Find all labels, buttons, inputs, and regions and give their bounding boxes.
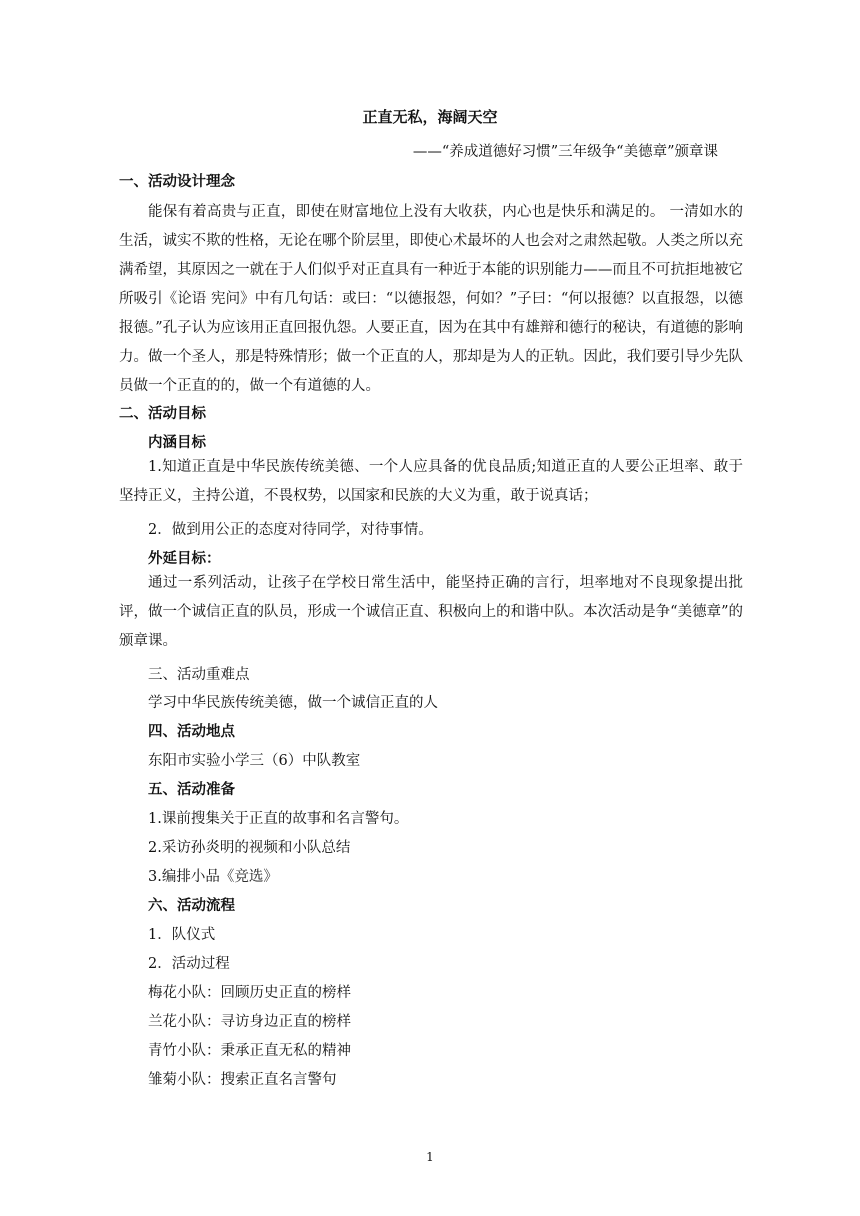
- flow-item-1: 1．队仪式: [148, 927, 216, 943]
- prep-item-2: 2.采访孙炎明的视频和小队总结: [148, 840, 351, 856]
- document-subtitle: ——“养成道德好习惯”三年级争“美德章”颁章课: [412, 144, 718, 160]
- section-heading-2: 二、活动目标: [119, 406, 206, 422]
- flow-item-5: 青竹小队：秉承正直无私的精神: [148, 1043, 351, 1059]
- document-title: 正直无私，海阔天空: [362, 108, 498, 126]
- prep-item-1: 1.课前搜集关于正直的故事和名言警句。: [148, 811, 409, 827]
- section-4-text: 东阳市实验小学三（6）中队教室: [148, 753, 361, 769]
- outer-goals-paragraph: [119, 569, 743, 656]
- subheading-inner-goals: 内涵目标: [148, 435, 206, 451]
- goal-item-2: 2．做到用公正的态度对待同学，对待事情。: [148, 522, 433, 538]
- section-1-paragraph: [119, 198, 743, 401]
- section-3-text: 学习中华民族传统美德，做一个诚信正直的人: [148, 695, 438, 711]
- flow-item-4: 兰花小队：寻访身边正直的榜样: [148, 1014, 351, 1030]
- flow-item-2: 2．活动过程: [148, 956, 230, 972]
- flow-item-6: 雏菊小队：搜索正直名言警句: [148, 1072, 337, 1088]
- paragraph: 能保有着高贵与正直，即使在财富地位上没有大收获，内心也是快乐和满足的。 一清如水的生活，诚实不欺的性格，无论在哪个阶层里，即使心术最坏的人也会对之肃然起敬。人类之所以充满希望，其原因之一就在于人们似乎对正直具有一种近于本能的识别能力——而且不可抗拒地被它所吸引《论语 宪问》中有几句话：或曰：“以德报怨，何如？”子曰：“何以报德？以直报怨，以德报德。”孔子认为应该用正直回报仇怨。人要正直，因为在其中有雄辩和德行的秘诀，有道德的影响力。做一个圣人，那是特殊情形；做一个正直的人，那却是为人的正轨。因此，我们要引导少先队员做一个正直的的，做一个有道德的人。: [119, 204, 743, 394]
- section-heading-6: 六、活动流程: [148, 898, 235, 914]
- section-heading-5: 五、活动准备: [148, 782, 235, 798]
- flow-item-3: 梅花小队：回顾历史正直的榜样: [148, 985, 351, 1001]
- goal-item-1: [119, 453, 743, 511]
- section-heading-1: 一、活动设计理念: [119, 174, 235, 190]
- section-heading-4: 四、活动地点: [148, 724, 235, 740]
- paragraph: 1.知道正直是中华民族传统美德、一个人应具备的优良品质;知道正直的人要公正坦率、敢于坚持正义，主持公道，不畏权势，以国家和民族的大义为重，敢于说真话；: [119, 459, 743, 504]
- page-number: 1: [426, 1150, 434, 1164]
- section-heading-3: 三、活动重难点: [148, 667, 250, 683]
- paragraph: 通过一系列活动，让孩子在学校日常生活中，能坚持正确的言行，坦率地对不良现象提出批评，做一个诚信正直的队员，形成一个诚信正直、积极向上的和谐中队。本次活动是争“美德章”的颁章课。: [119, 575, 743, 649]
- prep-item-3: 3.编排小品《竞选》: [148, 869, 278, 885]
- subheading-outer-goals: 外延目标：: [148, 551, 221, 567]
